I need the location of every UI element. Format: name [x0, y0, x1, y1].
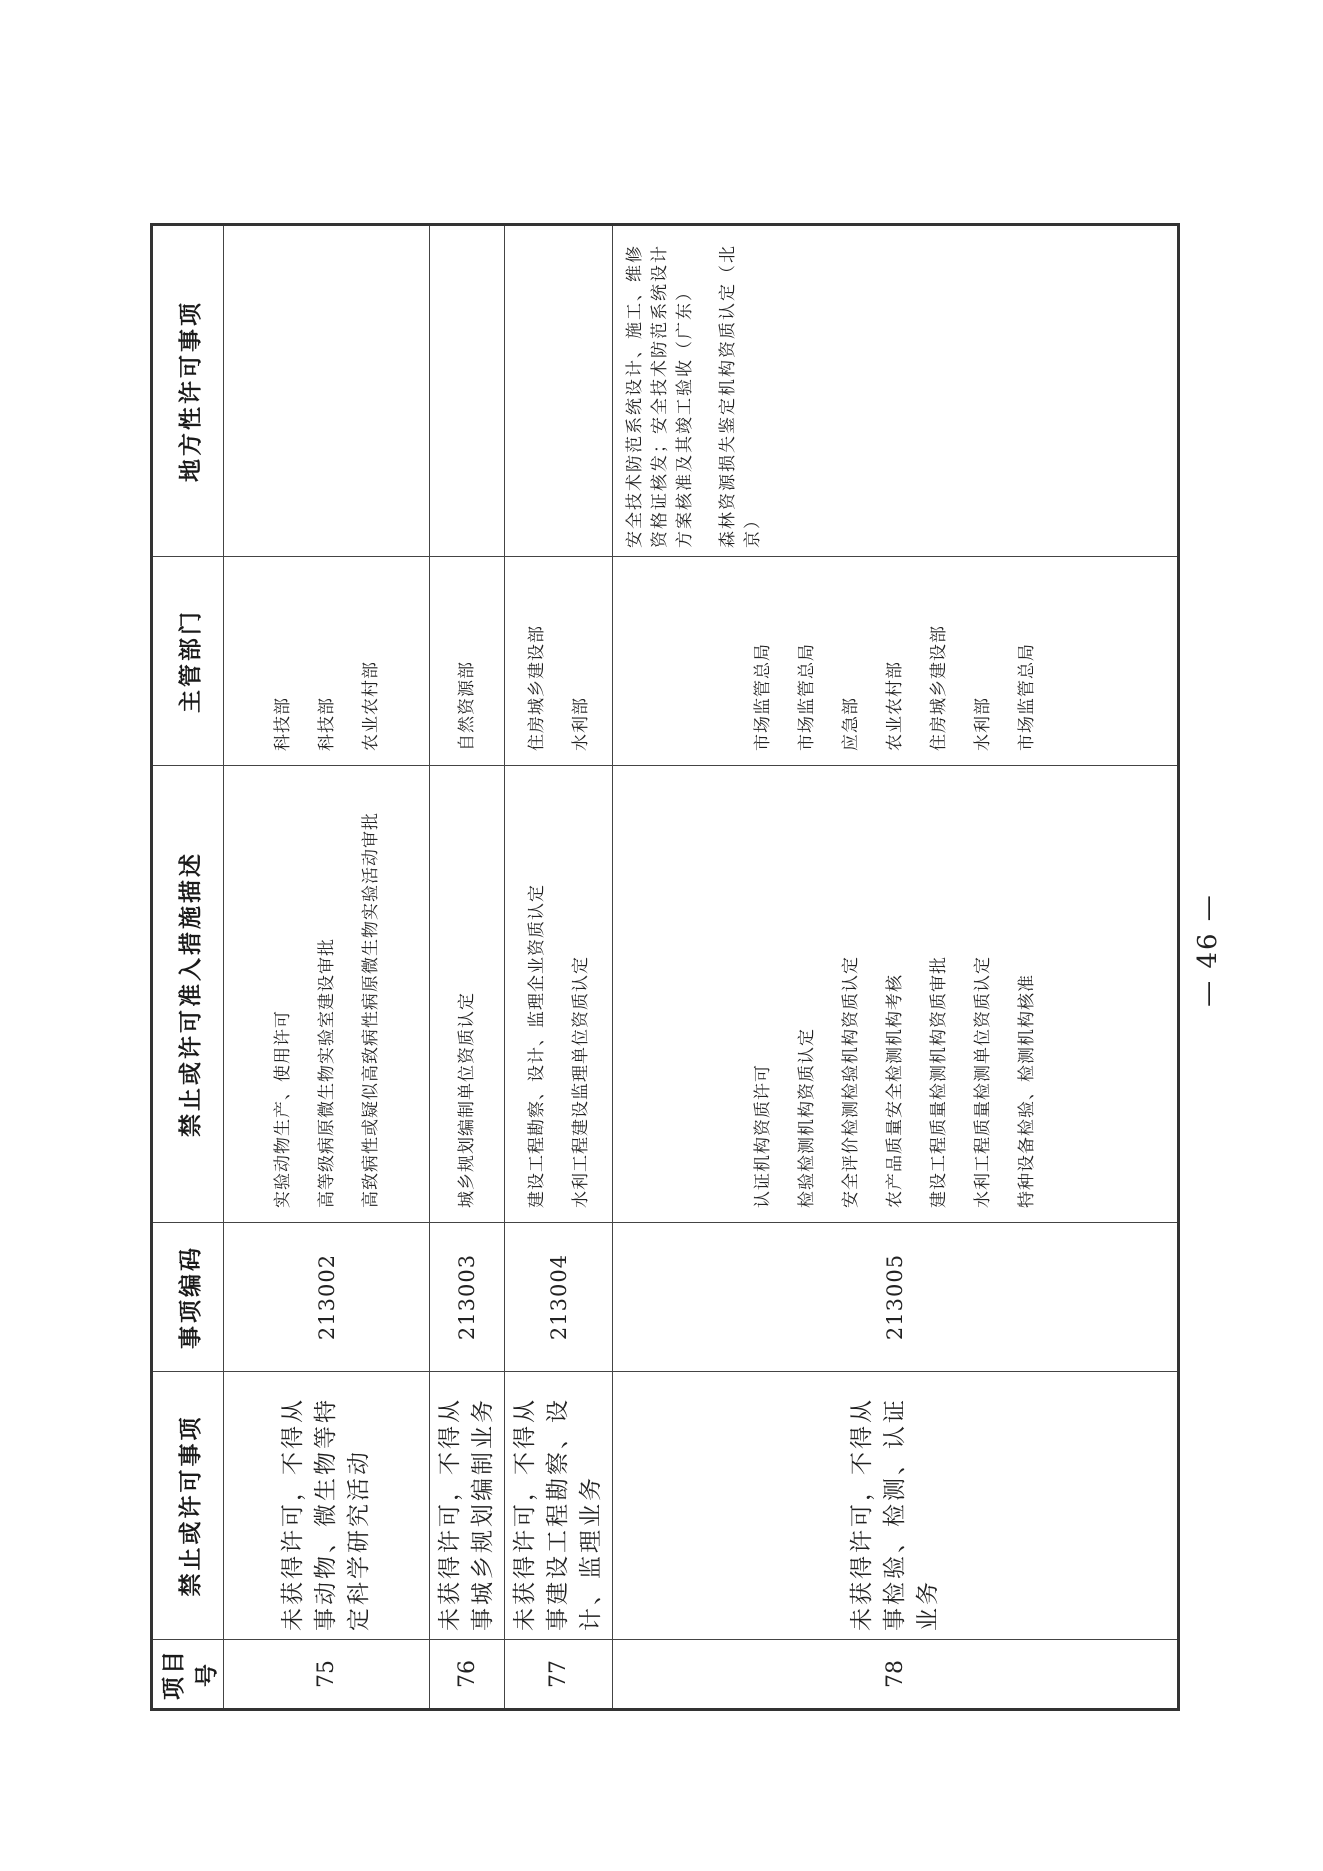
table-row	[430, 225, 505, 1710]
measure-line: 实验动物生产、使用许可	[272, 1010, 293, 1208]
department-cell	[505, 557, 613, 766]
local-permit-item: 森林资源损失鉴定机构资质认定（北京）	[718, 244, 763, 548]
department-line: 住房城乡建设部	[929, 625, 949, 751]
permit-item-cell: 未获得许可，不得从事检验、检测、认证业务	[613, 1372, 1179, 1640]
rotated-page-content	[150, 226, 1162, 1711]
department-line: 科技部	[272, 697, 293, 751]
measure-description-cell	[224, 766, 430, 1223]
measure-line: 水利工程建设监理单位资质认定	[570, 956, 591, 1208]
header-item-code: 事项编码	[152, 1223, 224, 1372]
department-line: 水利部	[570, 697, 591, 751]
header-permit-item: 禁止或许可事项	[152, 1372, 224, 1640]
department-line: 住房城乡建设部	[526, 625, 547, 751]
measure-line: 高等级病原微生物实验室建设审批	[316, 938, 337, 1208]
measure-line: 安全评价检测检验机构资质认定	[841, 956, 861, 1208]
department-line: 科技部	[316, 697, 337, 751]
header-local-permit-items: 地方性许可事项	[152, 225, 224, 557]
header-item-number: 项目号	[152, 1640, 224, 1710]
department-line: 自然资源部	[457, 661, 477, 751]
local-permit-cell	[224, 225, 430, 557]
permit-item-cell: 未获得许可，不得从事动物、微生物等特定科学研究活动	[224, 1372, 430, 1640]
local-permit-cell	[505, 225, 613, 557]
department-cell	[430, 557, 505, 766]
table-row	[505, 225, 613, 1710]
department-cell	[613, 557, 1179, 766]
measure-line: 水利工程质量检测单位资质认定	[973, 956, 993, 1208]
item-number-cell: 78	[613, 1640, 1179, 1710]
measure-description-cell	[613, 766, 1179, 1223]
item-code-cell: 213004	[505, 1223, 613, 1372]
permit-table	[150, 223, 1180, 1711]
department-line: 市场监管总局	[797, 643, 817, 751]
department-line: 农业农村部	[360, 661, 381, 751]
department-line: 水利部	[973, 697, 993, 751]
measure-line: 检验检测机构资质认定	[797, 1028, 817, 1208]
department-line: 市场监管总局	[753, 643, 773, 751]
item-number-cell: 75	[224, 1640, 430, 1710]
permit-item-cell: 未获得许可，不得从事建设工程勘察、设计、监理业务	[505, 1372, 613, 1640]
department-line: 市场监管总局	[1017, 643, 1037, 751]
item-code-cell: 213002	[224, 1223, 430, 1372]
table-header-row	[152, 225, 224, 1710]
table-row	[613, 225, 1179, 1710]
department-line: 农业农村部	[885, 661, 905, 751]
measure-line: 建设工程勘察、设计、监理企业资质认定	[526, 884, 547, 1208]
local-permit-cell	[613, 225, 1179, 557]
measure-description-cell	[430, 766, 505, 1223]
header-measure-description: 禁止或许可准入措施描述	[152, 766, 224, 1223]
item-code-cell: 213003	[430, 1223, 505, 1372]
measure-line: 农产品质量安全检测机构考核	[885, 974, 905, 1208]
item-number-cell: 77	[505, 1640, 613, 1710]
table-row	[224, 225, 430, 1710]
measure-line: 特种设备检验、检测机构核准	[1017, 974, 1037, 1208]
measure-line: 建设工程质量检测机构资质审批	[929, 956, 949, 1208]
page-number: — 46 —	[1193, 893, 1223, 1007]
item-code-cell: 213005	[613, 1223, 1179, 1372]
measure-line: 认证机构资质许可	[753, 1064, 773, 1208]
header-competent-department: 主管部门	[152, 557, 224, 766]
measure-description-cell	[505, 766, 613, 1223]
local-permit-item: 安全技术防范系统设计、施工、维修资格证核发；安全技术防范系统设计方案核准及其竣工验收（广东）	[625, 244, 695, 548]
permit-item-cell: 未获得许可，不得从事城乡规划编制业务	[430, 1372, 505, 1640]
department-line: 应急部	[841, 697, 861, 751]
department-cell	[224, 557, 430, 766]
measure-line: 高致病性或疑似高致病性病原微生物实验活动审批	[360, 812, 381, 1208]
local-permit-cell	[430, 225, 505, 557]
measure-line: 城乡规划编制单位资质认定	[457, 992, 477, 1208]
item-number-cell: 76	[430, 1640, 505, 1710]
